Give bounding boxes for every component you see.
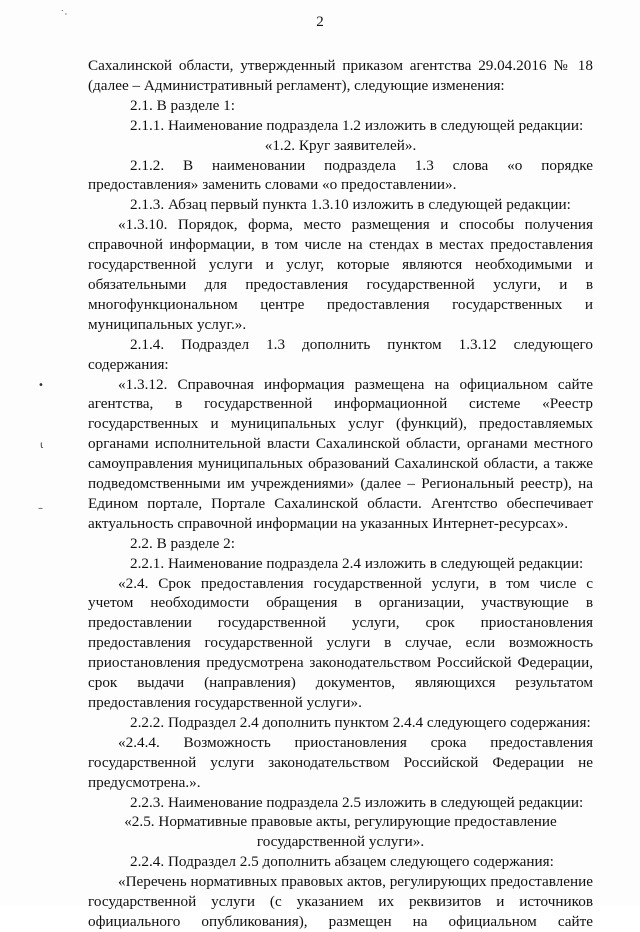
paragraph-2-2-4: 2.2.4. Подраздел 2.5 дополнить абзацем следующего содержания: (130, 853, 554, 871)
scan-speck-left-2: ι (40, 440, 44, 451)
scan-speck-left-3: – (38, 503, 43, 514)
paragraph-quote-perechen: «Перечень нормативных правовых актов, регулирующих предоставление государственной услуги (с указанием их реквизитов и источников официального опубликования), размещен на официальном сайте (88, 873, 593, 930)
paragraph-2-2-1: 2.2.1. Наименование подраздела 2.4 изложить в следующей редакции: (130, 554, 584, 572)
paragraph-quote-2-4: «2.4. Срок предоставления государственной услуги, в том числе с учетом необходимости обращения в организации, участвующие в предоставлении государственной услуги, срок приостановления предоставления государственной услуги в случае, если возможность приостановления предусмотрена законодательством Российской Федерации, срок выдачи (направления) документов, являющихся результатом предоставления государственной услуги». (88, 574, 593, 711)
paragraph-quote-1-3-10: «1.3.10. Порядок, форма, место размещения и способы получения справочной информации, в том числе на стендах в местах предоставления государственной услуги и услуг, которые являются необходимыми и обязательными для предоставления государственной услуги, и в многофункциональном центре предоставления государственных и муниципальных услуг.». (88, 216, 593, 333)
paragraph-2-1-2: 2.1.2. В наименовании подраздела 1.3 слова «о порядке предоставления» заменить словами «о предоставлении». (88, 156, 593, 194)
paragraph-quote-2-4-4: «2.4.4. Возможность приостановления срока предоставления государственной услуги законодательством Российской Федерации не предусмотрена.». (88, 733, 593, 791)
document-body (88, 56, 593, 932)
paragraph-quote-1-2: «1.2. Круг заявителей». (264, 136, 417, 154)
paragraph-2-1: 2.1. В разделе 1: (130, 96, 235, 114)
paragraph-2-2: 2.2. В разделе 2: (130, 534, 235, 552)
paragraph-2-1-4: 2.1.4. Подраздел 1.3 дополнить пунктом 1.3.12 следующего содержания: (88, 335, 593, 373)
paragraph-2-1-3: 2.1.3. Абзац первый пункта 1.3.10 изложить в следующей редакции: (130, 196, 571, 214)
page-number: 2 (316, 14, 324, 30)
paragraph-2-1-1: 2.1.1. Наименование подраздела 1.2 изложить в следующей редакции: (130, 116, 584, 134)
paragraph-quote-2-5: «2.5. Нормативные правовые акты, регулирующие предоставление государственной услуги». (124, 813, 557, 851)
paragraph-quote-1-3-12: «1.3.12. Справочная информация размещена на официальном сайте агентства, в государственной информационной системе «Реестр государственных и муниципальных услуг (функций), предоставляемых органами исполнительной власти Сахалинской области, органами местного самоуправления муниципальных образований Сахалинской области, а также подведомственными им учреждениями» (далее – Региональный реестр), на Едином портале, Портале Сахалинской области. Агентство обеспечивает актуальность справочной информации на указанных Интернет-ресурсах». (88, 375, 593, 532)
paragraph-2-2-3: 2.2.3. Наименование подраздела 2.5 изложить в следующей редакции: (130, 793, 584, 811)
scan-speck-top: ˙· (60, 10, 68, 20)
scan-speck-left-1: • (38, 380, 44, 391)
paragraph-2-2-2: 2.2.2. Подраздел 2.4 дополнить пунктом 2.4.4 следующего содержания: (130, 713, 591, 731)
paragraph-intro: Сахалинской области, утвержденный приказом агентства 29.04.2016 № 18 (далее – Административный регламент), следующие изменения: (88, 57, 593, 94)
